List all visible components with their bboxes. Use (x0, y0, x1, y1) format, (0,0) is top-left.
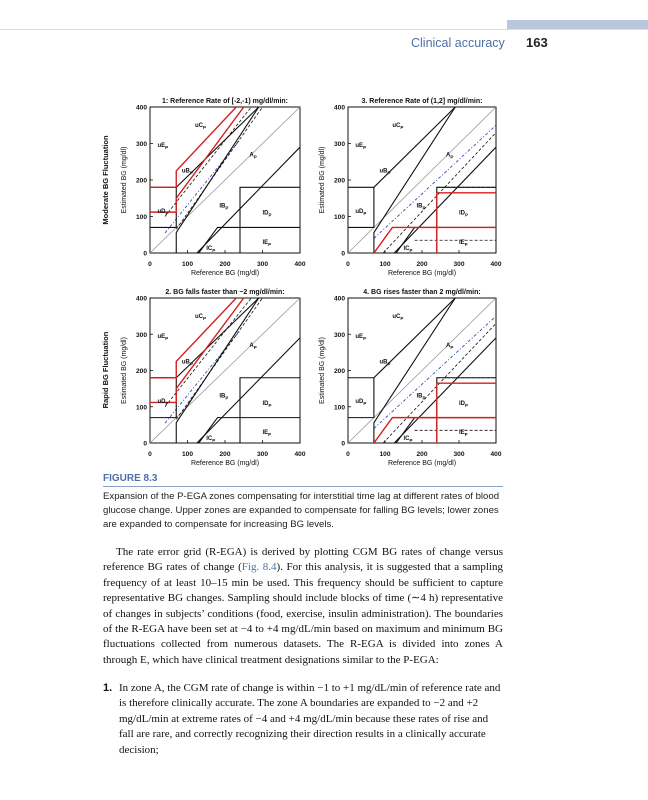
x-tick-label: 100 (379, 261, 391, 268)
zone-label-lc: $lC_P$ (206, 246, 216, 254)
zone-label-ld: $lD_P$ (459, 400, 469, 408)
zone-label-le: $lE_P$ (459, 429, 468, 437)
blue-rate-line (374, 313, 496, 428)
y-axis-label: Estimated BG (mg/dl) (319, 337, 326, 404)
y-tick-label: 200 (333, 177, 345, 185)
zone-label-uc: $uC_P$ (392, 313, 404, 321)
x-tick-label: 0 (148, 261, 152, 268)
y-tick-label: 400 (333, 104, 345, 112)
zone-label-ub: $uB_P$ (181, 168, 193, 176)
panel-title: 1: Reference Rate of [-2,-1) mg/dl/min: (161, 98, 289, 105)
dashed-upper-c (165, 298, 251, 407)
y-tick-label: 100 (333, 214, 345, 221)
zone-label-uc: $uC_P$ (195, 123, 207, 131)
y-tick-label: 400 (135, 104, 147, 112)
y-tick-label: 300 (135, 331, 147, 339)
x-tick-label: 100 (181, 451, 194, 458)
x-tick-label: 400 (490, 451, 502, 458)
zone-label-ub: $uB_P$ (181, 359, 193, 367)
y-axis-label: Estimated BG (mg/dl) (319, 146, 326, 214)
lower-b-boundary (197, 338, 300, 443)
zone-label-lb: $lB_P$ (416, 393, 426, 401)
running-title: Clinical accuracy (411, 36, 505, 50)
zone-label-uc: $uC_P$ (195, 313, 207, 321)
zone-label-a: $A_P$ (446, 342, 454, 350)
x-tick-label: 400 (294, 261, 306, 268)
x-tick-label: 300 (453, 261, 465, 268)
x-axis-label: Reference BG (mg/dl) (190, 460, 260, 467)
list-text: In zone A, the CGM rate of change is within −1 to +1 mg/dL/min of reference rate and is therefore clinically accurate. The zone A boundaries are expanded to −2 and +2 mg/dL/min at extreme rates of −4 and +4 mg/dL/min because these rates of rise and fall are rare, and correctly recognizing their direction results in a clinically accurate decision; (119, 682, 501, 756)
x-tick-label: 300 (453, 451, 465, 458)
row-label-rapid: Rapid BG Fluctuation (101, 331, 110, 409)
zone-label-ud: $uD_P$ (157, 208, 169, 216)
figure-caption-label: FIGURE 8.3 (103, 473, 158, 484)
lower-b-boundary (394, 147, 496, 253)
y-tick-label: 300 (333, 141, 345, 148)
zone-label-a: $A_P$ (249, 152, 257, 160)
dashed-upper-c (165, 107, 251, 217)
x-tick-label: 200 (219, 451, 231, 458)
x-tick-label: 200 (416, 451, 428, 458)
y-axis-label: Estimated BG (mg/dl) (121, 337, 128, 404)
x-tick-label: 300 (256, 451, 269, 458)
zone-label-ue: $uE_P$ (157, 143, 169, 151)
identity-line (150, 107, 300, 253)
zone-label-ue: $uE_P$ (355, 333, 367, 341)
y-tick-label: 100 (135, 404, 147, 412)
zone-label-lb: $lB_P$ (219, 203, 229, 211)
body-paragraph (103, 545, 503, 668)
lower-b-boundary (197, 147, 300, 253)
list-number: 1. (103, 682, 113, 694)
x-tick-label: 100 (379, 451, 391, 458)
zone-label-ue: $uE_P$ (157, 333, 169, 341)
zone-label-le: $lE_P$ (262, 239, 272, 247)
zone-label-lc: $lC_P$ (403, 246, 413, 254)
zone-label-ld: $lD_P$ (459, 210, 469, 218)
y-tick-label: 0 (143, 440, 147, 448)
x-tick-label: 0 (346, 261, 350, 268)
x-tick-label: 200 (219, 261, 231, 268)
zone-label-ud: $uD_P$ (355, 208, 367, 216)
x-tick-label: 200 (416, 261, 428, 268)
panel-title: 3. Reference Rate of (1,2] mg/dl/min: (361, 98, 483, 105)
y-tick-label: 300 (135, 141, 147, 148)
x-tick-label: 0 (346, 451, 350, 458)
y-tick-label: 200 (135, 177, 147, 185)
zone-label-ud: $uD_P$ (355, 399, 367, 407)
x-axis-label: Reference BG (mg/dl) (387, 460, 457, 467)
x-tick-label: 400 (294, 451, 306, 458)
caption-rule (103, 486, 503, 487)
zone-label-ub: $uB_P$ (379, 168, 391, 176)
y-tick-label: 200 (135, 368, 147, 375)
zone-label-le: $lE_P$ (459, 239, 468, 247)
figure-link[interactable]: Fig. 8.4 (241, 561, 277, 574)
y-tick-label: 0 (341, 440, 345, 448)
zone-label-lb: $lB_P$ (219, 393, 229, 401)
zone-label-ub: $uB_P$ (379, 359, 391, 367)
zone-label-ld: $lD_P$ (262, 400, 272, 408)
x-axis-label: Reference BG (mg/dl) (387, 270, 457, 277)
zone-label-ud: $uD_P$ (157, 399, 169, 407)
y-tick-label: 400 (135, 295, 147, 303)
zone-label-a: $A_P$ (249, 342, 257, 350)
figure-caption-text: Expansion of the P-EGA zones compensating for interstitial time lag at different rates of blood glucose change. Upper zones are expanded to compensate for falling BG levels; lower zones are expanded to compensate for increasing BG levels. (103, 491, 500, 530)
zone-label-ld: $lD_P$ (262, 210, 272, 218)
paragraph-text-1: The rate error grid (R-EGA) is derived by plotting CGM BG rates of change versus reference BG rates of change ( (103, 546, 503, 574)
y-tick-label: 100 (135, 214, 147, 221)
y-tick-label: 300 (333, 331, 345, 339)
y-tick-label: 200 (333, 368, 345, 375)
y-tick-label: 0 (341, 250, 345, 258)
zone-label-le: $lE_P$ (262, 429, 272, 437)
zone-label-a: $A_P$ (446, 152, 454, 160)
y-tick-label: 0 (143, 250, 147, 258)
blue-rate-line (374, 125, 496, 238)
zone-label-lb: $lB_P$ (416, 203, 426, 211)
paragraph-text-2: ). For this analysis, it is suggested that a sampling frequency of at least 10–15 min be used. This frequency should be sufficient to capture representative BG changes. Sampling should include blocks of time (∼4 h) representative of changes in subjects’ conditions (food, exercise, insulin administration). The boundaries of the R-EGA have been set at −4 to +4 mg/dL/min based on maximum and minimum BG fluctuations collected from numerous datasets. The R-EGA is divided into zones A through E, which have clinical treatment designations similar to the P-EGA: (103, 561, 503, 666)
identity-line (348, 298, 496, 443)
x-axis-label: Reference BG (mg/dl) (190, 270, 260, 277)
zone-label-lc: $lC_P$ (403, 436, 413, 444)
identity-line (348, 107, 496, 253)
panel-title: 4. BG rises faster than 2 mg/dl/min: (363, 289, 481, 296)
page-number: 163 (526, 35, 548, 50)
identity-line (150, 298, 300, 443)
zone-label-uc: $uC_P$ (392, 123, 404, 131)
lower-b-boundary (394, 338, 496, 443)
y-axis-label: Estimated BG (mg/dl) (121, 146, 128, 214)
zone-label-ue: $uE_P$ (355, 143, 367, 151)
x-tick-label: 400 (490, 261, 502, 268)
x-tick-label: 300 (256, 261, 269, 268)
y-tick-label: 400 (333, 295, 345, 303)
panel-title: 2. BG falls faster than −2 mg/dl/min: (165, 289, 285, 296)
x-tick-label: 0 (148, 451, 152, 458)
row-label-moderate: Moderate BG Fluctuation (101, 135, 110, 225)
x-tick-label: 100 (181, 261, 194, 268)
zone-label-lc: $lC_P$ (206, 436, 216, 444)
y-tick-label: 100 (333, 404, 345, 412)
